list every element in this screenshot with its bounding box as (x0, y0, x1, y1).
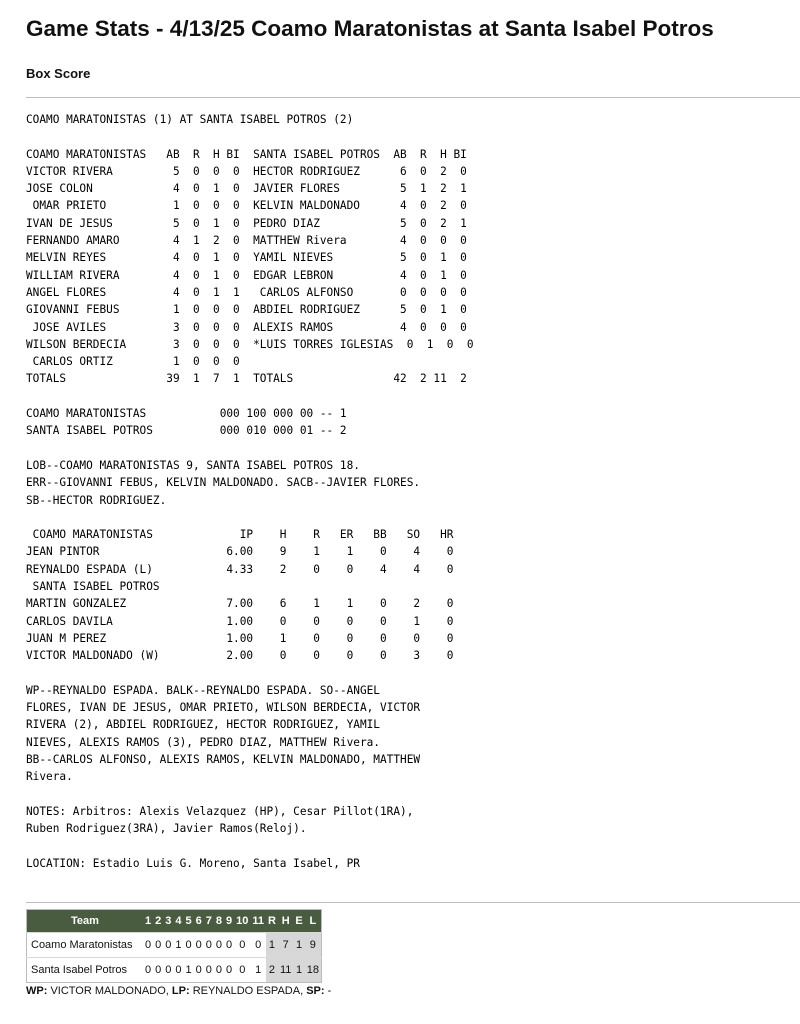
linescore-inning-cell: 1 (184, 958, 194, 983)
linescore-column-header: R (266, 910, 278, 933)
box-score-line: WILSON BERDECIA 3 0 0 0 *LUIS TORRES IGLESIAS 0 1 0 0 (26, 337, 474, 351)
sp-label: SP: (306, 985, 325, 997)
linescore-inning-cell: 0 (224, 933, 234, 958)
box-score-line: COAMO MARATONISTAS (1) AT SANTA ISABEL POTROS (2) (26, 113, 354, 126)
linescore-column-header: L (305, 910, 322, 933)
box-score-line: JUAN M PEREZ 1.00 1 0 0 0 0 0 (26, 631, 454, 645)
box-score-line: NIEVES, ALEXIS RAMOS (3), PEDRO DIAZ, MATTHEW Rivera. (26, 735, 380, 749)
box-score-line: SANTA ISABEL POTROS (26, 580, 160, 594)
box-score-line: COAMO MARATONISTAS IP H R ER BB SO HR (26, 528, 454, 542)
box-score-heading: Box Score (26, 66, 91, 81)
linescore-table (26, 909, 322, 983)
lp-label: LP: (171, 985, 190, 997)
linescore-total-cell: 7 (278, 933, 293, 958)
box-score-line: JOSE COLON 4 0 1 0 JAVIER FLORES 5 1 2 1 (26, 182, 467, 196)
linescore-total-cell: 1 (293, 933, 304, 958)
box-score-line: IVAN DE JESUS 5 0 1 0 PEDRO DIAZ 5 0 2 1 (26, 216, 467, 230)
box-score-line: RIVERA (2), ABDIEL RODRIGUEZ, HECTOR RODRIGUEZ, YAMIL (26, 718, 380, 732)
linescore-inning-cell: 0 (224, 958, 234, 983)
box-score-line: WILLIAM RIVERA 4 0 1 0 EDGAR LEBRON 4 0 1 0 (26, 268, 467, 282)
box-score-line: NOTES: Arbitros: Alexis Velazquez (HP), Cesar Pillot(1RA), (26, 804, 414, 818)
box-score-line: REYNALDO ESPADA (L) 4.33 2 0 0 4 4 0 (26, 562, 454, 576)
linescore-header-row (27, 910, 322, 933)
box-score-line: JOSE AVILES 3 0 0 0 ALEXIS RAMOS 4 0 0 0 (26, 320, 467, 334)
linescore-column-header: 7 (204, 910, 214, 933)
linescore-row (27, 933, 322, 958)
pitching-decisions: WP: VICTOR MALDONADO, LP: REYNALDO ESPADA, SP: - (26, 985, 332, 997)
box-score-line: CARLOS ORTIZ 1 0 0 0 (26, 355, 240, 369)
box-score-text (26, 111, 474, 872)
linescore-team-header: Team (27, 910, 144, 933)
box-score-line: Ruben Rodriguez(3RA), Javier Ramos(Reloj). (26, 822, 307, 836)
linescore-inning-cell: 0 (194, 958, 204, 983)
linescore-inning-cell: 0 (214, 958, 224, 983)
box-score-line (26, 786, 474, 803)
linescore-team-name: Coamo Maratonistas (27, 933, 144, 958)
linescore-inning-cell: 0 (153, 933, 163, 958)
box-score-line: FLORES, IVAN DE JESUS, OMAR PRIETO, WILSON BERDECIA, VICTOR (26, 701, 421, 715)
linescore-inning-cell: 1 (173, 933, 183, 958)
box-score-line: VICTOR RIVERA 5 0 0 0 HECTOR RODRIGUEZ 6 0 2 0 (26, 164, 467, 178)
linescore-inning-cell: 0 (173, 958, 183, 983)
box-score-line (26, 665, 474, 682)
linescore-column-header: 11 (250, 910, 266, 933)
box-score-line (26, 128, 474, 145)
linescore-column-header: 6 (194, 910, 204, 933)
linescore-inning-cell: 0 (143, 933, 153, 958)
top-divider (26, 97, 800, 98)
box-score-line: VICTOR MALDONADO (W) 2.00 0 0 0 0 3 0 (26, 649, 454, 663)
linescore-column-header: 8 (214, 910, 224, 933)
linescore-team-name: Santa Isabel Potros (27, 958, 144, 983)
linescore-inning-cell: 1 (250, 958, 266, 983)
linescore-column-header: 10 (234, 910, 250, 933)
linescore-column-header: 9 (224, 910, 234, 933)
box-score-line: JEAN PINTOR 6.00 9 1 1 0 4 0 (26, 545, 454, 559)
linescore-total-cell: 11 (278, 958, 293, 983)
linescore-inning-cell: 0 (143, 958, 153, 983)
linescore-inning-cell: 0 (204, 933, 214, 958)
box-score-line: ERR--GIOVANNI FEBUS, KELVIN MALDONADO. SACB--JAVIER FLORES. (26, 476, 421, 490)
winning-pitcher: VICTOR MALDONADO (50, 985, 166, 997)
linescore-total-cell: 1 (293, 958, 304, 983)
linescore-inning-cell: 0 (234, 933, 250, 958)
box-score-line: Rivera. (26, 770, 73, 784)
linescore-inning-cell: 0 (250, 933, 266, 958)
box-score-line: MARTIN GONZALEZ 7.00 6 1 1 0 2 0 (26, 597, 454, 611)
box-score-line: BB--CARLOS ALFONSO, ALEXIS RAMOS, KELVIN MALDONADO, MATTHEW (26, 752, 421, 766)
linescore-row (27, 958, 322, 983)
linescore-inning-cell: 0 (204, 958, 214, 983)
box-score-line: MELVIN REYES 4 0 1 0 YAMIL NIEVES 5 0 1 0 (26, 251, 467, 265)
linescore-column-header: 2 (153, 910, 163, 933)
box-score-line: CARLOS DAVILA 1.00 0 0 0 0 1 0 (26, 614, 454, 628)
box-score-line (26, 837, 474, 854)
box-score-line: COAMO MARATONISTAS 000 100 000 00 -- 1 (26, 407, 347, 421)
bottom-divider (26, 902, 800, 903)
box-score-line: SANTA ISABEL POTROS 000 010 000 01 -- 2 (26, 424, 347, 438)
box-score-line (26, 440, 474, 457)
linescore-column-header: 1 (143, 910, 153, 933)
box-score-line: COAMO MARATONISTAS AB R H BI SANTA ISABEL POTROS AB R H BI (26, 147, 467, 161)
box-score-line: LOB--COAMO MARATONISTAS 9, SANTA ISABEL POTROS 18. (26, 458, 360, 472)
box-score-line (26, 509, 474, 526)
box-score-line: SB--HECTOR RODRIGUEZ. (26, 493, 167, 507)
linescore-column-header: E (293, 910, 304, 933)
box-score-line: GIOVANNI FEBUS 1 0 0 0 ABDIEL RODRIGUEZ 5 0 1 0 (26, 303, 467, 317)
box-score-line: TOTALS 39 1 7 1 TOTALS 42 2 11 2 (26, 372, 467, 386)
linescore-inning-cell: 0 (194, 933, 204, 958)
losing-pitcher: REYNALDO ESPADA (192, 985, 301, 997)
box-score-line: LOCATION: Estadio Luis G. Moreno, Santa Isabel, PR (26, 856, 360, 870)
linescore-inning-cell: 0 (153, 958, 163, 983)
linescore-column-header: H (278, 910, 293, 933)
linescore-total-cell: 18 (305, 958, 322, 983)
linescore-column-header: 3 (163, 910, 173, 933)
box-score-line: ANGEL FLORES 4 0 1 1 CARLOS ALFONSO 0 0 0 0 (26, 285, 467, 299)
box-score-line: OMAR PRIETO 1 0 0 0 KELVIN MALDONADO 4 0 2 0 (26, 199, 467, 213)
page-title: Game Stats - 4/13/25 Coamo Maratonistas at Santa Isabel Potros (26, 16, 714, 41)
linescore-inning-cell: 0 (234, 958, 250, 983)
linescore-total-cell: 9 (305, 933, 322, 958)
save-pitcher: - (327, 985, 332, 997)
linescore-column-header: 4 (173, 910, 183, 933)
linescore-inning-cell: 0 (184, 933, 194, 958)
linescore-inning-cell: 0 (214, 933, 224, 958)
linescore-column-header: 5 (184, 910, 194, 933)
box-score-line (26, 388, 474, 405)
linescore-total-cell: 2 (266, 958, 278, 983)
linescore-inning-cell: 0 (163, 958, 173, 983)
linescore-inning-cell: 0 (163, 933, 173, 958)
linescore-total-cell: 1 (266, 933, 278, 958)
wp-label: WP: (26, 985, 48, 997)
box-score-line: WP--REYNALDO ESPADA. BALK--REYNALDO ESPADA. SO--ANGEL (26, 683, 380, 697)
box-score-line: FERNANDO AMARO 4 1 2 0 MATTHEW Rivera 4 0 0 0 (26, 234, 467, 248)
